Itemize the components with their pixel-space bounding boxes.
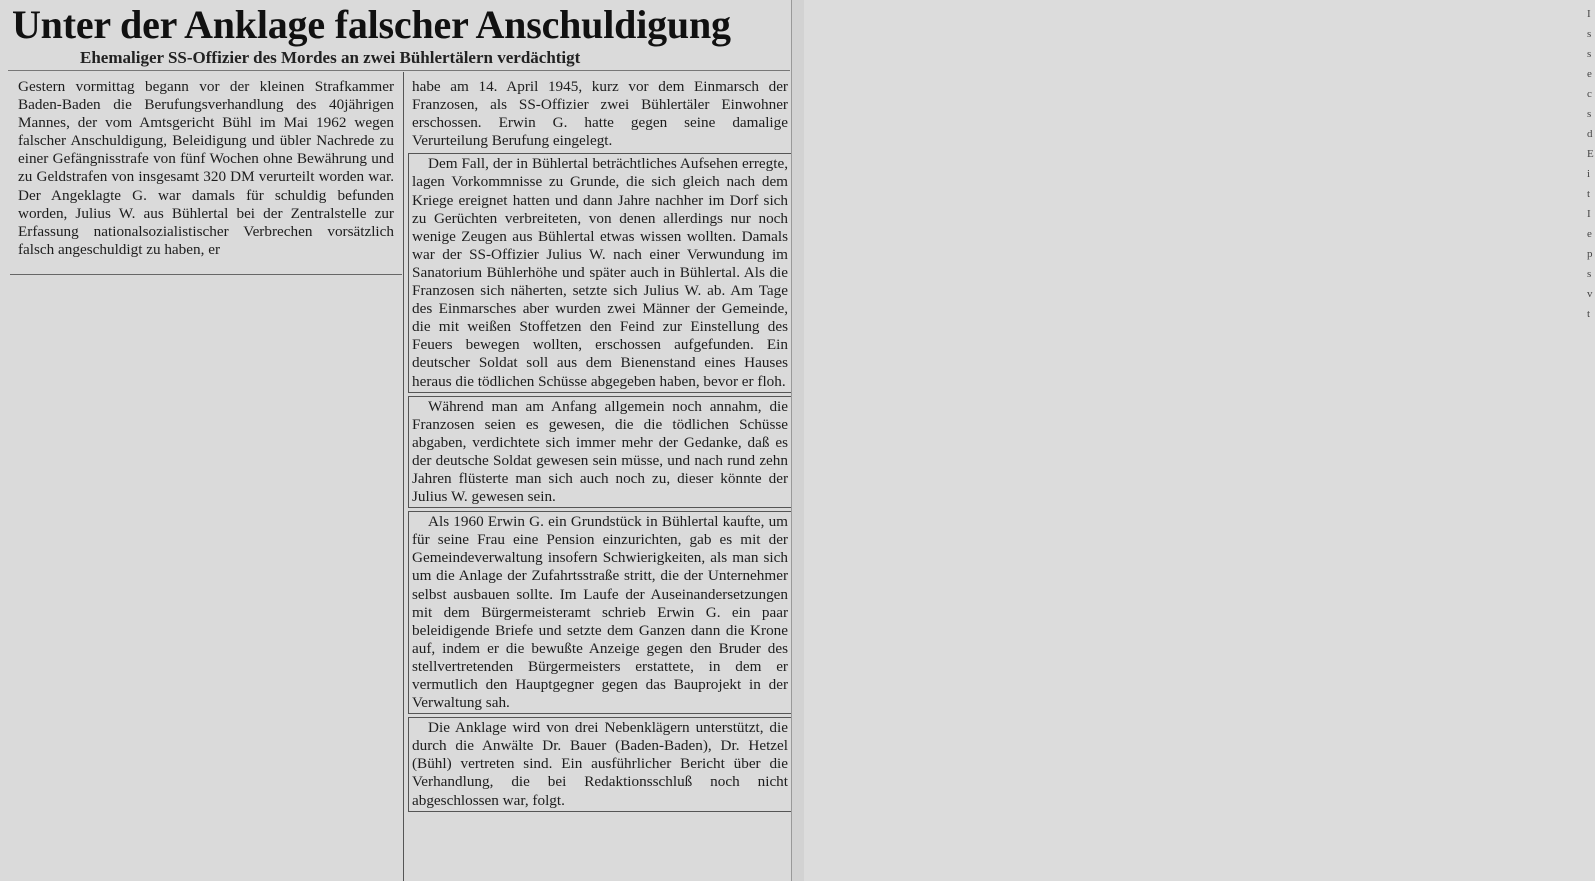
- edge-fragment: s: [1587, 108, 1592, 120]
- edge-fragment: e: [1587, 68, 1592, 80]
- paragraph-left-1: Gestern vormittag begann vor der kleinen Strafkammer Baden-Baden die Berufungsverhandlung des 40jährigen Mannes, der vom Amtsgericht Bühl im Mai 1962 wegen falscher Anschuldigung, Beleidigung und übler Nachrede zu einer Gefängnisstrafe von fünf Wochen ohne Bewährung und zu Geldstrafen von insgesamt 320 DM verurteilt worden war. Der Angeklagte G. war damals für schuldig befunden worden, Julius W. aus Bühlertal bei der Zentralstelle zur Erfassung nationalsozialistischer Verbrechen vorsätzlich falsch angeschuldigt zu haben, er: [18, 78, 394, 258]
- edge-fragment: s: [1587, 268, 1592, 280]
- column-divider: [403, 72, 404, 881]
- edge-fragment: t: [1587, 188, 1591, 200]
- paragraph-right-5: Die Anklage wird von drei Nebenklägern unterstützt, die durch die Anwälte Dr. Bauer (Baden-Baden), Dr. Hetzel (Bühl) vertreten sind. Ein ausführlicher Bericht über die Verhandlung, die bei Redaktionsschluß noch nicht abgeschlossen war, folgt.: [408, 717, 792, 811]
- adjacent-column-fragments: [1587, 4, 1595, 324]
- header-rule: [8, 70, 790, 71]
- headline: Unter der Anklage falscher Anschuldigung: [12, 2, 731, 47]
- subheadline: Ehemaliger SS-Offizier des Mordes an zwei Bühlertälern verdächtigt: [80, 48, 581, 67]
- edge-fragment: e: [1587, 228, 1592, 240]
- article-column-right: [412, 78, 788, 814]
- edge-fragment: I: [1587, 8, 1591, 20]
- edge-fragment: s: [1587, 28, 1592, 40]
- edge-fragment: I: [1587, 208, 1591, 220]
- edge-fragment: d: [1587, 128, 1593, 140]
- left-column-end-rule: [10, 274, 402, 275]
- edge-fragment: c: [1587, 88, 1592, 100]
- article-column-left: [18, 78, 394, 259]
- paragraph-right-3: Während man am Anfang allgemein noch annahm, die Franzosen seien es gewesen, die die tödlichen Schüsse abgaben, verdichtete sich immer mehr der Gedanke, daß es der deutsche Soldat gewesen sein müsse, und nach rund zehn Jahren flüsterte man sich auch noch zu, dieser könnte der Julius W. gewesen sein.: [408, 396, 792, 509]
- paragraph-right-2: Dem Fall, der in Bühlertal beträchtliches Aufsehen erregte, lagen Vorkommnisse zu Grunde, die sich gleich nach dem Kriege ereignet hatten und dann Jahre nachher im Dorf sich zu Gerüchten verbreiteten, von denen allerdings nur noch wenige Zeugen aus Bühlertal etwas wissen wollten. Damals war der SS-Offizier Julius W. nach einer Verwundung im Sanatorium Bühlerhöhe und später auch in Bühlertal. Als die Franzosen sich näherten, setzte sich Julius W. ab. Am Tage des Einmarsches aber wurden zwei Männer der Gemeinde, die mit weißen Stoffetzen den Feind zur Einstellung des Feuers bewegen wollten, erschossen aufgefunden. Ein deutscher Soldat soll aus dem Bienenstand eines Hauses heraus die tödlichen Schüsse abgegeben haben, bevor er floh.: [408, 153, 792, 392]
- paragraph-right-1: habe am 14. April 1945, kurz vor dem Einmarsch der Franzosen, als SS-Offizier zwei Bühlertäler Einwohner erschossen. Erwin G. hatte gegen seine damalige Verurteilung Berufung eingelegt.: [412, 78, 788, 150]
- edge-fragment: p: [1587, 248, 1593, 260]
- edge-fragment: v: [1587, 288, 1593, 300]
- edge-fragment: E: [1587, 148, 1594, 160]
- edge-fragment: t: [1587, 308, 1591, 320]
- paragraph-right-4: Als 1960 Erwin G. ein Grundstück in Bühlertal kaufte, um für seine Frau eine Pension einzurichten, gab es mit der Gemeindeverwaltung insofern Schwierigkeiten, als man sich um die Anlage der Zufahrtsstraße stritt, die der Unternehmer selbst ausbauen sollte. Im Laufe der Auseinandersetzungen mit dem Bürgermeisteramt schrieb Erwin G. ein paar beleidigende Briefe und setzte dem Ganzen dann die Krone auf, indem er die bewußte Anzeige gegen den Bruder des stellvertretenden Bürgermeisters erstattete, in dem er vermutlich den Hauptgegner gegen das Bauprojekt in der Verwaltung sah.: [408, 511, 792, 714]
- adjacent-column-edge: [791, 0, 1594, 881]
- edge-fragment: i: [1587, 168, 1591, 180]
- edge-fragment: s: [1587, 48, 1592, 60]
